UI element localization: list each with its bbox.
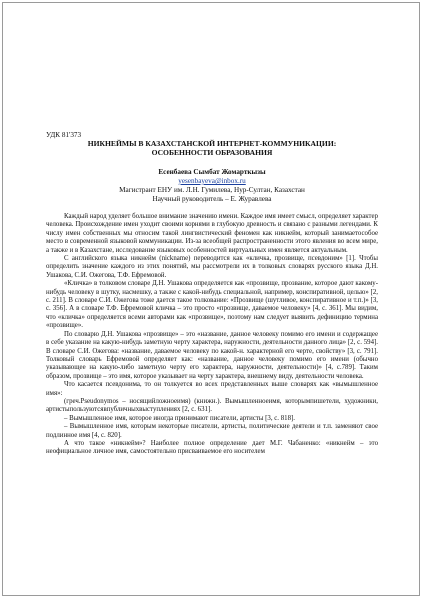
udk-code: УДК 81'373 [46, 131, 82, 139]
paragraph-etymology: С английского языка никнейм (nickname) переводится как «кличка, прозвище, псевдоним» [1]. Чтобы определить значение каждого из этих понятий, мы рассмотрели их в толковых словарях русского языка Д.Н. Ушакова, С.И. Ожегова, Т.Ф. Ефремовой. [46, 255, 378, 279]
definition-item: – Вымышленное имя, которое иногда принимают писатели, артисты [3, с. 818]. [64, 414, 295, 422]
author-email-link[interactable]: yesenbayeva@inbox.ru [178, 177, 246, 185]
article-body [46, 213, 378, 457]
author-affiliation: Магистрант ЕНУ им. Л.Н. Гумилева, Нур-Султан, Казахстан [119, 186, 305, 194]
paragraph-intro: Каждый народ уделяет большое внимание значению имени. Каждое имя имеет смысл, определяет характер человека. Происхождение имен уходит своими корнями в глубокую древность и связано с разными легендами. К числу имен собственных мы относим такой лингвистический феномен как никнейм, который занимаетособое место в современной языковой коммуникации. Из-за всеобщей распространенности этого явления во всем мире, а также и в Казахстане, исследование языковых особенностей виртуальных имен является актуальным. [46, 213, 378, 254]
definition-item: – Вымышленное имя, которым некоторые писатели, артисты, политические деятели и т.п. заменяют свое подлинное имя [4, с. 820]. [46, 423, 378, 439]
title-line-1: НИКНЕЙМЫ В КАЗАХСТАНСКОЙ ИНТЕРНЕТ-КОММУНИКАЦИИ: [87, 139, 337, 148]
title-line-2: ОСОБЕННОСТИ ОБРАЗОВАНИЯ [151, 148, 273, 157]
paragraph-pseudonym: Что касается псевдонима, то он толкуется во всех представленных выше словарях как «вымышленное имя»: [46, 381, 378, 397]
document-page [46, 0, 378, 600]
paragraph-klichka: «Кличка» в толковом словаре Д.Н. Ушакова определяется как «прозвище, прозвание, которое дают какому-нибудь человеку в шутку, насмешку, а также с какой-нибудь специальной, например, конспиративной, целью» [2, с. 211]. В словаре С.И. Ожегова тоже дается такое толкование: «Прозвище (шутливое, конспиративное и т.п.)» [3, с. 356]. А в словаре Т.Ф. Ефремовой кличка – это просто «прозвище, даваемое человеку» [4, с. 361]. Мы видим, что «кличка» определяется всеми авторами как «прозвище», поэтому нам следует выявить дефиницию термина «прозвище». [46, 280, 378, 330]
definition-item: (греч.Pseudonymos – носящийложноеимя) (книжн.). Вымышленноеимя, которымпишетели, художники, артистыпользуютсявпубличныхвыступлениях [2, с. 631]. [46, 397, 378, 414]
paragraph-prozvishche: По словарю Д.Н. Ушакова «прозвище» – это «название, данное человеку помимо его имени и содержащее в себе указание на какую-нибудь заметную черту характера, наружности, деятельности данного лица» [2, с. 594]. В словаре С.И. Ожегова: «название, даваемое человеку по какой-н. характерной его черте, свойству» [3, с. 791]. Толковый словарь Ефремовой определяет как: «название, данное человеку помимо его имени (обычно указывающее на какую-либо заметную черту его характера, наружности, деятельности)» [4, с.789]. Таким образом, прозвище – это имя, которое указывает на черту характера, внешнему виду, деятельности человека. [46, 330, 378, 380]
paragraph-nickname: А что такое «никнейм»? Наиболее полное определение дает М.Г. Чабаненко: «никнейм – это неофициальное личное имя, самостоятельно присваиваемое его носителем [46, 439, 378, 456]
author-name: Есенбаева Сымбат Жомарткызы [158, 168, 266, 176]
scientific-advisor: Научный руководитель – Е. Журавлева [152, 195, 272, 203]
article-title [46, 139, 378, 157]
